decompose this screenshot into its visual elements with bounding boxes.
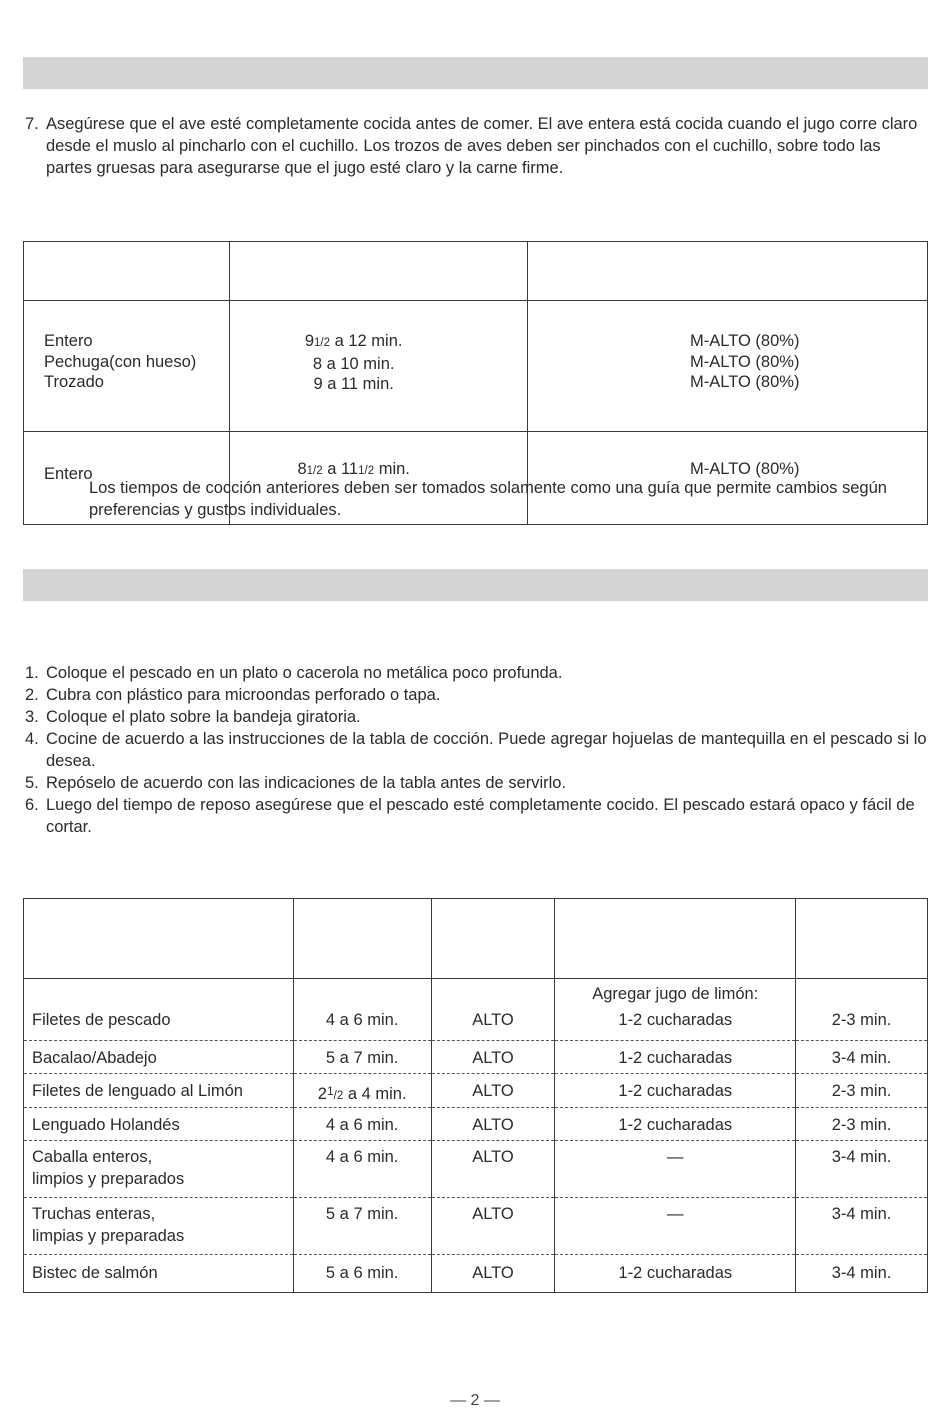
fish-step: 5. Repóselo de acuerdo con las indicaciones de la tabla antes de servirlo. [25,774,567,792]
table-row [24,1074,928,1108]
power-level: ALTO [472,1082,514,1100]
food-name: Bacalao/Abadejo [32,1049,157,1067]
power-cell [528,301,928,432]
table-row [24,979,928,1041]
cooking-time: $2^1/2$ a 4 min. [317,1084,407,1103]
header-cell [555,899,796,979]
header-cell [796,899,928,979]
header-cell [293,899,431,979]
poultry-note: Los tiempos de cocción anteriores deben ser tomados solamente como una guía que permite cambios según preferencias y gustos individuales. [89,479,887,519]
power-level: ALTO [472,1205,514,1223]
food-name: Filetes de lenguado al Limón [32,1082,243,1100]
poultry-table-header-row [24,242,928,301]
cut-names-cell [24,301,230,432]
power-level: ALTO [472,1148,514,1166]
power-level: M-ALTO (80%) [690,352,800,371]
power-level: M-ALTO (80%) [690,332,800,350]
standing-time: 3-4 min. [831,1205,892,1223]
step-text: Cubra con plástico para microondas perforado o tapa. [46,686,441,704]
poultry-group-1 [24,301,928,432]
lemon-amount: — [667,1148,684,1166]
standing-time: 3-4 min. [831,1264,892,1282]
page-number: — 2 — [450,1392,500,1409]
header-cell [528,242,928,301]
food-name: Bistec de salmón [32,1264,158,1282]
cut-name: Entero [44,465,93,483]
standing-time: 3-4 min. [831,1148,892,1166]
cooking-time: 5 a 7 min. [325,1049,399,1067]
cooking-time: 5 a 7 min. [325,1205,399,1223]
lemon-amount: 1-2 cucharadas [618,1082,733,1100]
step-text: Cocine de acuerdo a las instrucciones de la tabla de cocción. Puede agregar hojuelas de mantequilla en el pescado si lo desea. [46,730,927,770]
header-cell [24,242,230,301]
fish-step: 2. Cubra con plástico para microondas perforado o tapa. [25,686,441,704]
cooking-time: 8 a 10 min. [312,354,395,373]
cooking-time: 81/2 a 111/2 min. [297,460,410,478]
header-cell [431,899,555,979]
power-level: ALTO [472,1049,514,1067]
food-name: Filetes de pescado [32,1011,171,1029]
section-header-bar-fish [23,569,928,601]
table-row [24,1108,928,1141]
fish-step: 4. Cocine de acuerdo a las instrucciones de la tabla de cocción. Puede agregar hojuelas de mantequilla en el pescado si lo desea. [25,730,927,770]
standing-time: 2-3 min. [831,1082,892,1100]
lemon-amount: 1-2 cucharadas [618,1264,733,1282]
fish-step: 1. Coloque el pescado en un plato o cacerola no metálica poco profunda. [25,664,563,682]
poultry-step-7: 7. Asegúrese que el ave esté completamente cocida antes de comer. El ave entera está cocida cuando el jugo corre claro desde el muslo al pincharlo con el cuchillo. Los trozos de aves deben ser pinchados con el cuchillo, sobre todo las partes gruesas para asegurarse que el jugo esté claro y la carne firme. [25,115,918,177]
step-text: Luego del tiempo de reposo asegúrese que el pescado esté completamente cocido. El pescado estará opaco y fácil de cortar. [46,796,915,836]
table-row [24,1141,928,1198]
poultry-step-list [25,113,930,179]
power-level: M-ALTO (80%) [690,460,800,478]
food-name: Lenguado Holandés [32,1116,180,1134]
power-level: ALTO [472,1116,514,1134]
cut-name: Trozado [44,373,104,391]
cooking-time: 5 a 6 min. [325,1264,399,1282]
cooking-time: 4 a 6 min. [325,1011,399,1029]
cut-name: Entero [44,332,93,350]
power-level: M-ALTO (80%) [690,373,800,391]
lemon-amount: — [667,1205,684,1223]
food-name: Truchas enteras, limpias y preparadas [32,1205,185,1245]
standing-time: 2-3 min. [831,1116,892,1134]
lemon-amount: 1-2 cucharadas [618,1116,733,1134]
lemon-note: Agregar jugo de limón: [592,985,759,1003]
time-cell [229,301,528,432]
fish-table-header-row [24,899,928,979]
food-name: Caballa enteros, limpios y preparados [32,1148,185,1188]
section-header-bar-poultry [23,57,928,89]
fish-step: 6. Luego del tiempo de reposo asegúrese que el pescado esté completamente cocido. El pescado estará opaco y fácil de cortar. [25,796,915,836]
standing-time: 3-4 min. [831,1049,892,1067]
cooking-time: 9 a 11 min. [313,375,394,393]
power-level: ALTO [472,1264,514,1282]
step-text: Coloque el plato sobre la bandeja giratoria. [46,708,361,726]
table-row [24,1041,928,1074]
lemon-amount: 1-2 cucharadas [618,1049,733,1067]
header-cell [229,242,528,301]
cut-name: Pechuga(con hueso) [44,352,197,371]
fish-cooking-table [23,898,928,1293]
cooking-time: 4 a 6 min. [325,1148,399,1166]
fish-step-list [25,662,930,838]
cooking-time: 4 a 6 min. [325,1116,399,1134]
power-level: ALTO [472,1011,514,1029]
header-cell [24,899,294,979]
step-text: Asegúrese que el ave esté completamente cocida antes de comer. El ave entera está cocida cuando el jugo corre claro desde el muslo al pincharlo con el cuchillo. Los trozos de aves deben ser pinchados con el cuchillo, sobre todo las partes gruesas para asegurarse que el jugo esté claro y la carne firme. [46,115,918,177]
cooking-time: 91/2 a 12 min. [304,332,403,350]
table-row [24,1198,928,1255]
standing-time: 2-3 min. [831,1011,892,1029]
step-text: Coloque el pescado en un plato o cacerola no metálica poco profunda. [46,664,563,682]
step-text: Repóselo de acuerdo con las indicaciones de la tabla antes de servirlo. [46,774,567,792]
fish-step: 3. Coloque el plato sobre la bandeja giratoria. [25,708,361,726]
table-row [24,1255,928,1293]
lemon-amount: 1-2 cucharadas [618,1011,733,1029]
